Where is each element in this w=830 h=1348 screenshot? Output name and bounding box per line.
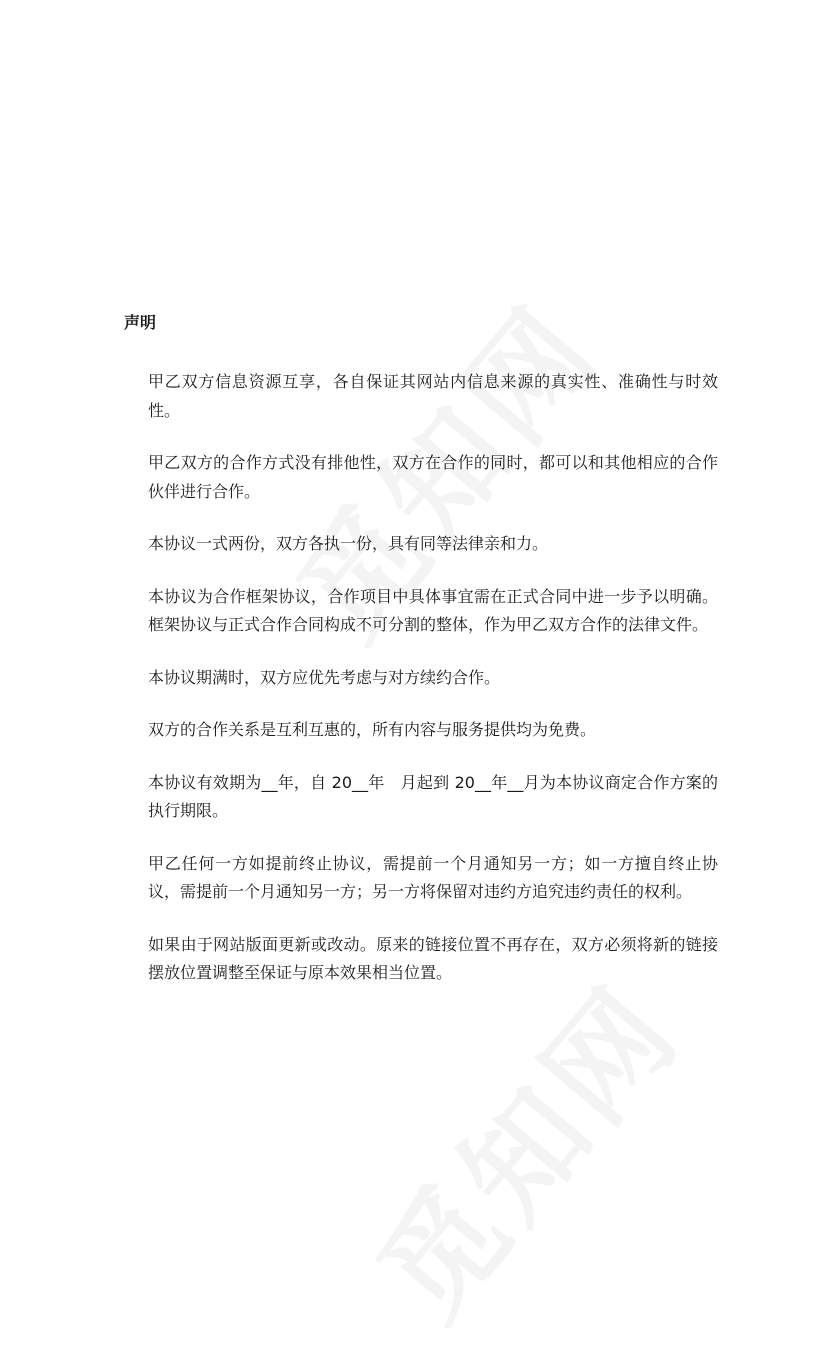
document-body: [148, 368, 718, 1012]
paragraph: 如果由于网站版面更新或改动。原来的链接位置不再存在，双方必须将新的链接摆放位置调整至保证与原本效果相当位置。: [148, 934, 718, 982]
section-heading: 声明: [124, 313, 157, 332]
paragraph: 双方的合作关系是互利互惠的，所有内容与服务提供均为免费。: [148, 720, 597, 739]
paragraph: 本协议为合作框架协议，合作项目中具体事宜需在正式合同中进一步予以明确。框架协议与正式合作合同构成不可分割的整体，作为甲乙双方合作的法律文件。: [148, 586, 718, 634]
paragraph: 本协议一式两份，双方各执一份，具有同等法律亲和力。: [148, 534, 549, 553]
paragraph: 本协议有效期为__年，自 20__年 月起到 20__年__月为本协议商定合作方案的执行期限。: [148, 772, 718, 820]
paragraph: 本协议期满时，双方应优先考虑与对方续约合作。: [148, 667, 501, 687]
paragraph: 甲乙任何一方如提前终止协议，需提前一个月通知另一方；如一方擅自终止协议，需提前一个月通知另一方；另一方将保留对违约方追究违约责任的权利。: [148, 853, 718, 901]
paragraph: 甲乙双方信息资源互享，各自保证其网站内信息来源的真实性、准确性与时效性。: [148, 372, 718, 420]
paragraph: 甲乙双方的合作方式没有排他性，双方在合作的同时，都可以和其他相应的合作伙伴进行合作。: [148, 453, 718, 501]
